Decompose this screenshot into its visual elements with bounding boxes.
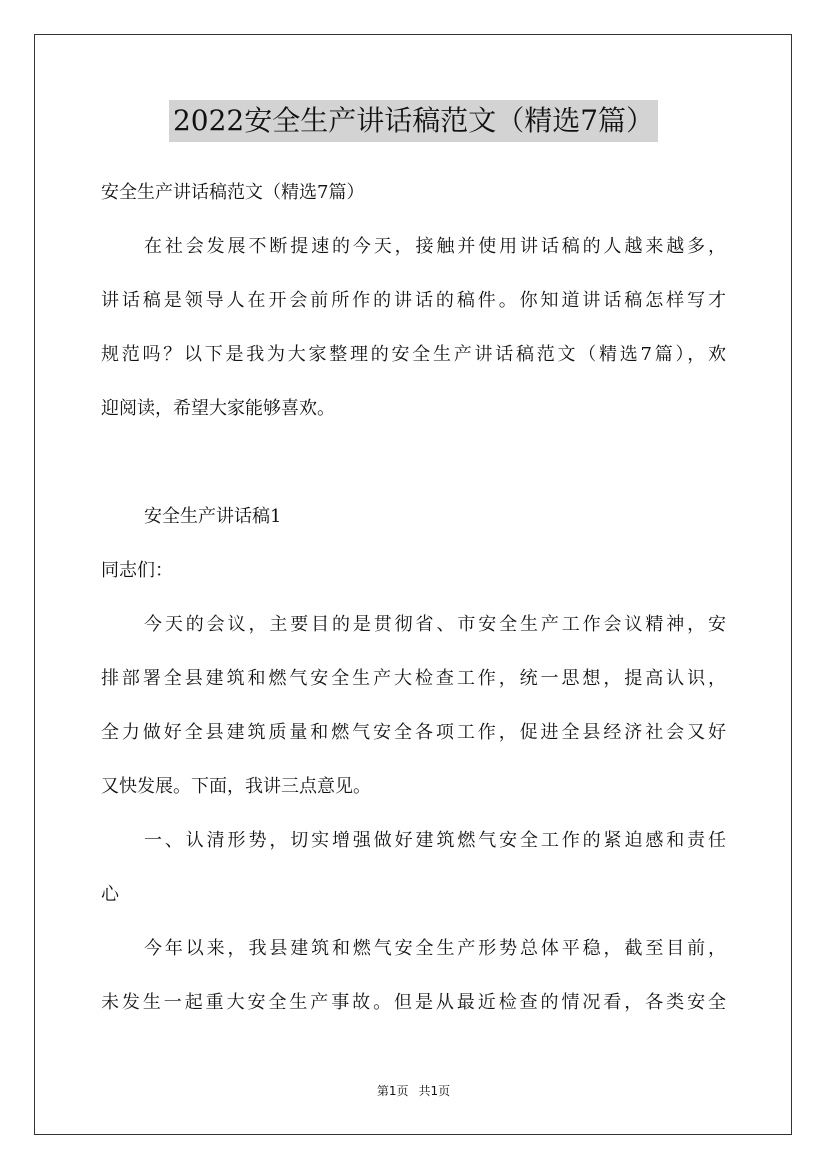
title-container	[0, 100, 827, 142]
intro-line: 在社会发展不断提速的今天，接触并使用讲话稿的人越来越多，	[144, 236, 726, 257]
page-footer	[0, 1082, 827, 1099]
section-heading: 安全生产讲话稿1	[144, 506, 282, 527]
document-body	[101, 174, 726, 1038]
paragraph-line: 今天的会议，主要目的是贯彻省、市安全生产工作会议精神，安	[144, 614, 726, 635]
intro-line: 规范吗？以下是我为大家整理的安全生产讲话稿范文（精选7篇），欢	[101, 344, 726, 365]
paragraph-line: 全力做好全县建筑质量和燃气安全各项工作，促进全县经济社会又好	[101, 722, 726, 743]
document-title: 2022安全生产讲话稿范文（精选7篇）	[169, 100, 658, 142]
point-heading-line: 心	[101, 884, 119, 905]
paragraph-line: 排部署全县建筑和燃气安全生产大检查工作，统一思想，提高认识，	[101, 668, 726, 689]
paragraph-gap	[101, 444, 726, 498]
salutation: 同志们：	[101, 560, 173, 581]
page-total: 共1页	[418, 1084, 451, 1098]
intro-line: 迎阅读，希望大家能够喜欢。	[101, 398, 335, 419]
page-number: 第1页	[376, 1084, 409, 1098]
paragraph-line: 未发生一起重大安全生产事故。但是从最近检查的情况看，各类安全	[101, 992, 726, 1013]
paragraph-line: 今年以来，我县建筑和燃气安全生产形势总体平稳，截至目前，	[144, 938, 726, 959]
document-subtitle: 安全生产讲话稿范文（精选7篇）	[101, 182, 365, 203]
intro-line: 讲话稿是领导人在开会前所作的讲话的稿件。你知道讲话稿怎样写才	[101, 290, 726, 311]
paragraph-line: 又快发展。下面，我讲三点意见。	[101, 776, 371, 797]
point-heading-line: 一、认清形势，切实增强做好建筑燃气安全工作的紧迫感和责任	[144, 830, 726, 851]
